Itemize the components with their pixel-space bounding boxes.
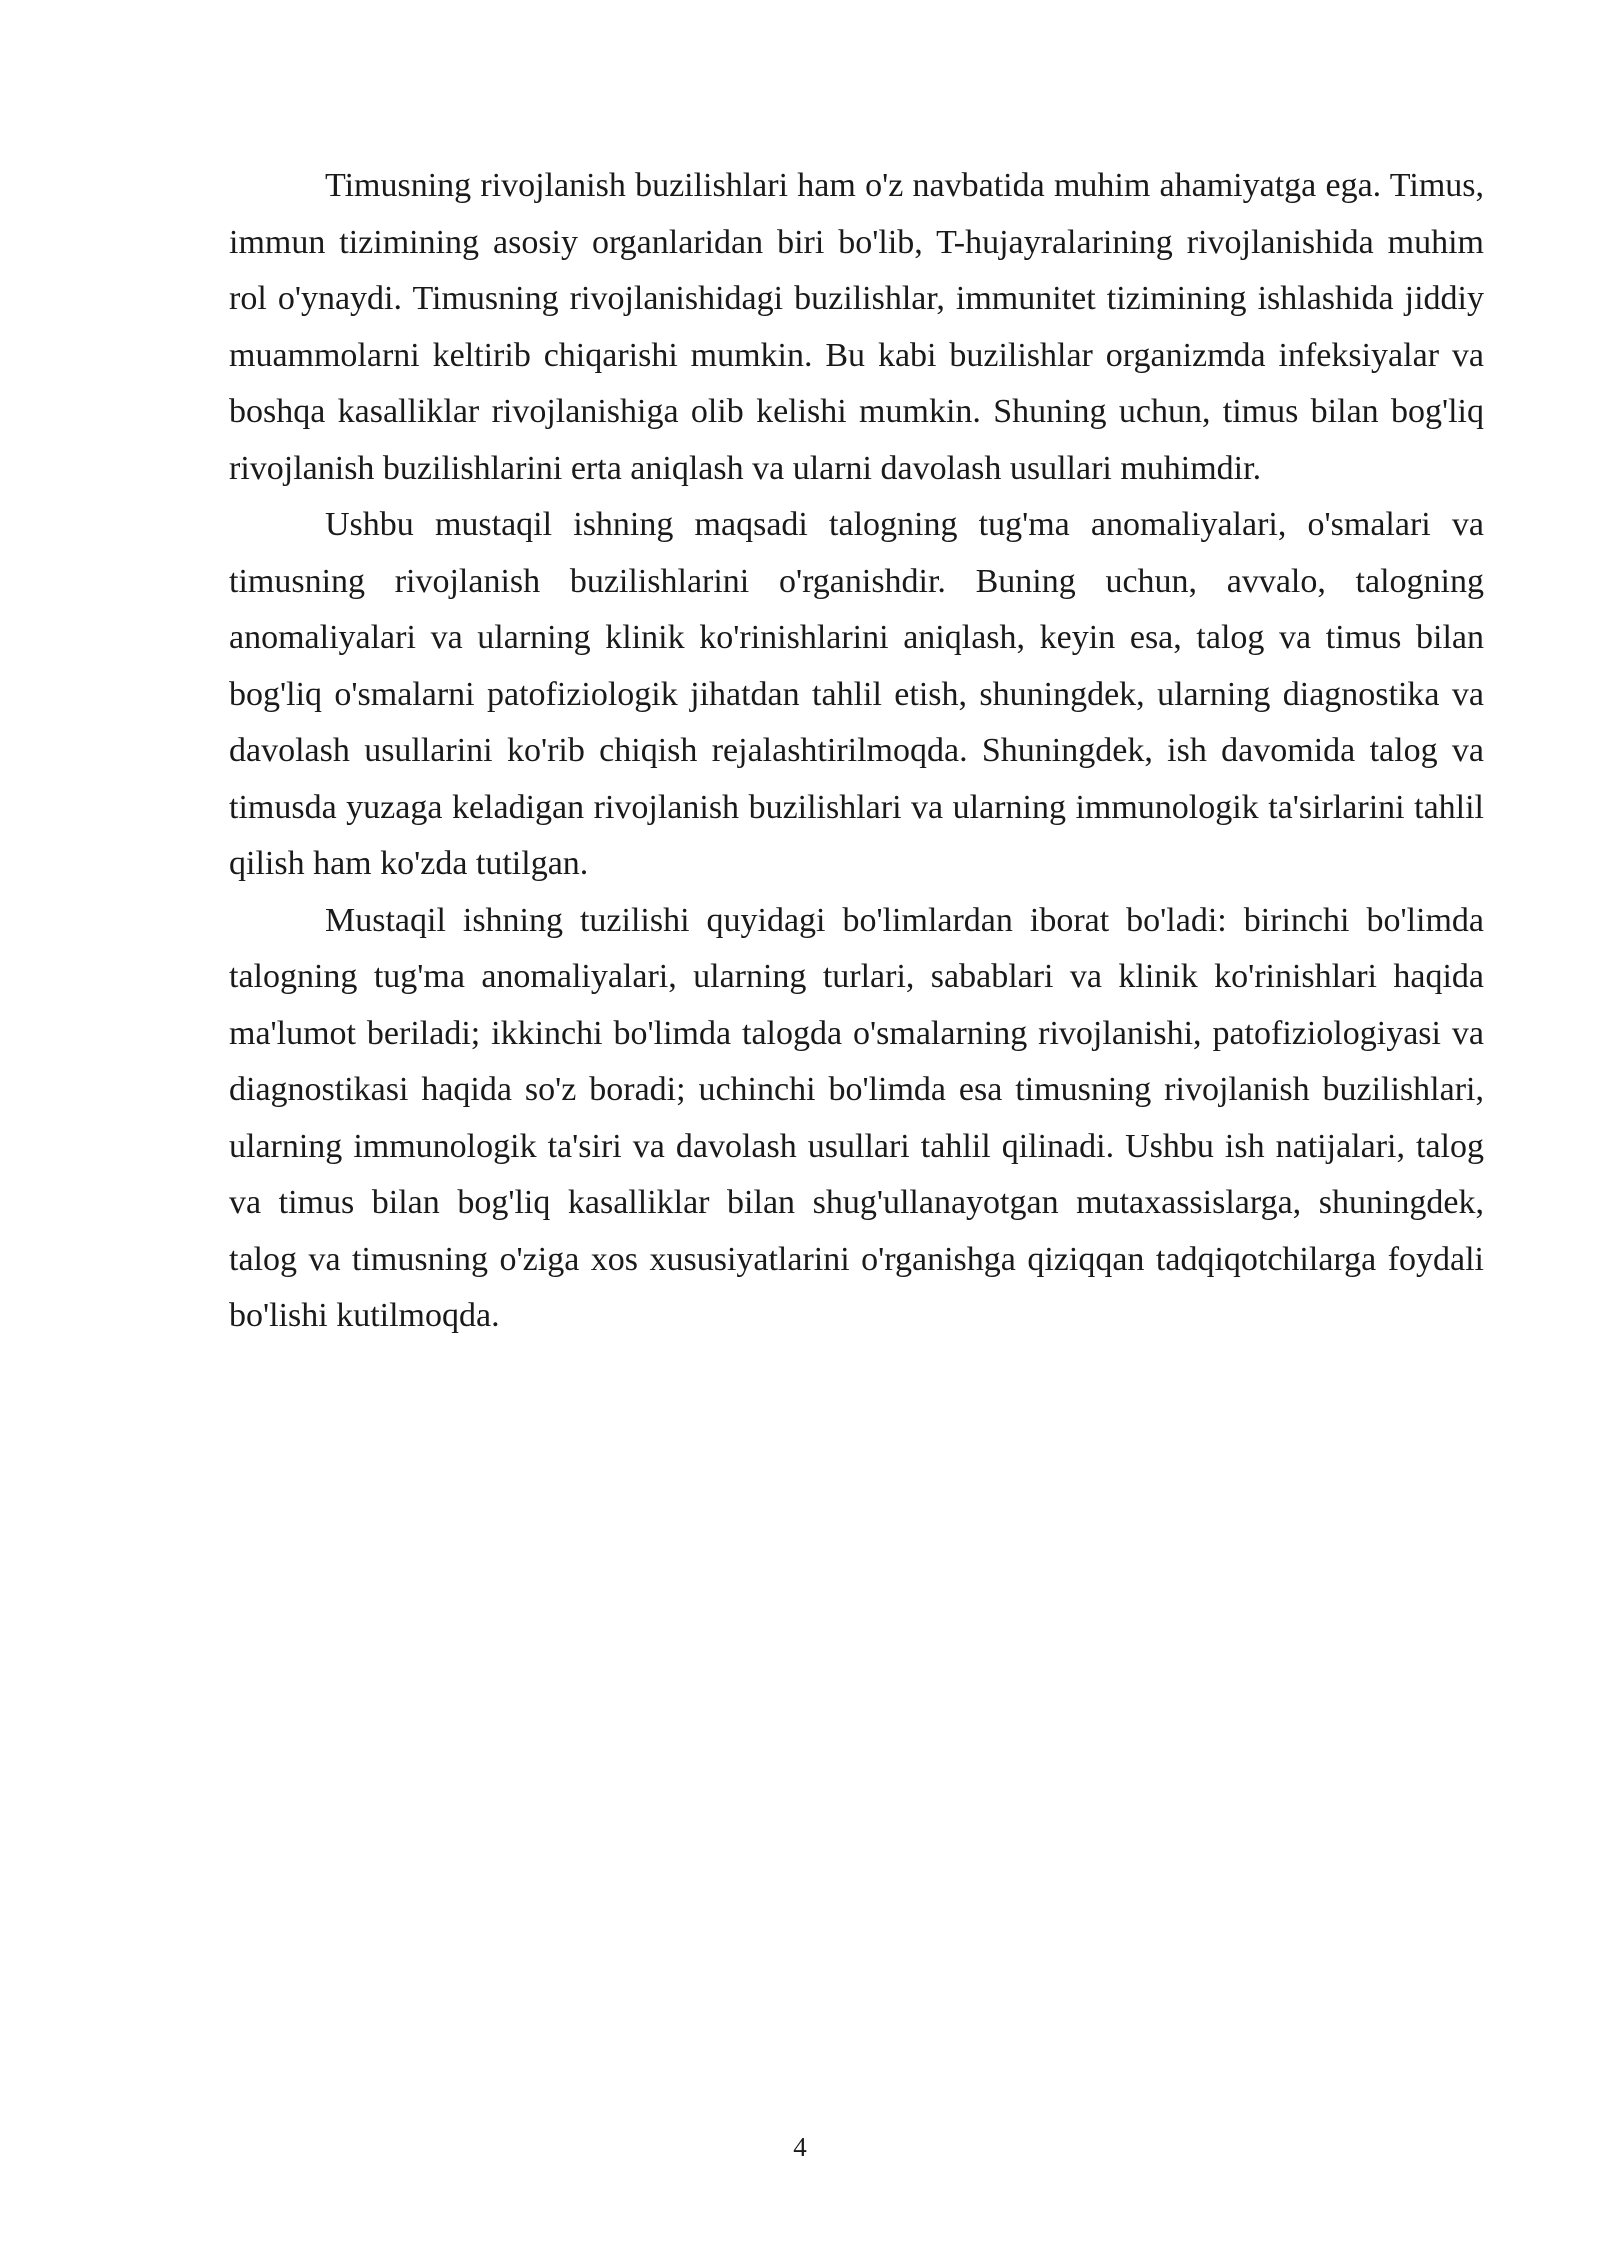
paragraph-thymus-disorders: Timusning rivojlanish buzilishlari ham o'z navbatida muhim ahamiyatga ega. Timus, immun tizimining asosiy organlaridan biri bo'lib, T-hujayralarining rivojlanishida muhim rol o'ynaydi. Timusning rivojlanishidagi buzilishlar, immunitet tizimining ishlashida jiddiy muammolarni keltirib chiqarishi mumkin. Bu kabi buzilishlar organizmda infeksiyalar va boshqa kasalliklar rivojlanishiga olib kelishi mumkin. Shuning uchun, timus bilan bog'liq rivojlanish buzilishlarini erta aniqlash va ularni davolash usullari muhimdir. <box>229 167 1484 487</box>
page-number: 4 <box>793 2132 807 2162</box>
paragraph-work-goal: Ushbu mustaqil ishning maqsadi talogning tug'ma anomaliyalari, o'smalari va timusning rivojlanish buzilishlarini o'rganishdir. Buning uchun, avvalo, talogning anomaliyalari va ularning klinik ko'rinishlarini aniqlash, keyin esa, talog va timus bilan bog'liq o'smalarni patofiziologik jihatdan tahlil etish, shuningdek, ularning diagnostika va davolash usullarini ko'rib chiqish rejalashtirilmoqda. Shuningdek, ish davomida talog va timusda yuzaga keladigan rivojlanish buzilishlari va ularning immunologik ta'sirlarini tahlil qilish ham ko'zda tutilgan. <box>229 506 1484 882</box>
body-text <box>229 158 1484 1345</box>
paragraph-work-structure: Mustaqil ishning tuzilishi quyidagi bo'limlardan iborat bo'ladi: birinchi bo'limda talogning tug'ma anomaliyalari, ularning turlari, sabablari va klinik ko'rinishlari haqida ma'lumot beriladi; ikkinchi bo'limda talogda o'smalarning rivojlanishi, patofiziologiyasi va diagnostikasi haqida so'z boradi; uchinchi bo'limda esa timusning rivojlanish buzilishlari, ularning immunologik ta'siri va davolash usullari tahlil qilinadi. Ushbu ish natijalari, talog va timus bilan bog'liq kasalliklar bilan shug'ullanayotgan mutaxassislarga, shuningdek, talog va timusning o'ziga xos xususiyatlarini o'rganishga qiziqqan tadqiqotchilarga foydali bo'lishi kutilmoqda. <box>229 901 1484 1334</box>
